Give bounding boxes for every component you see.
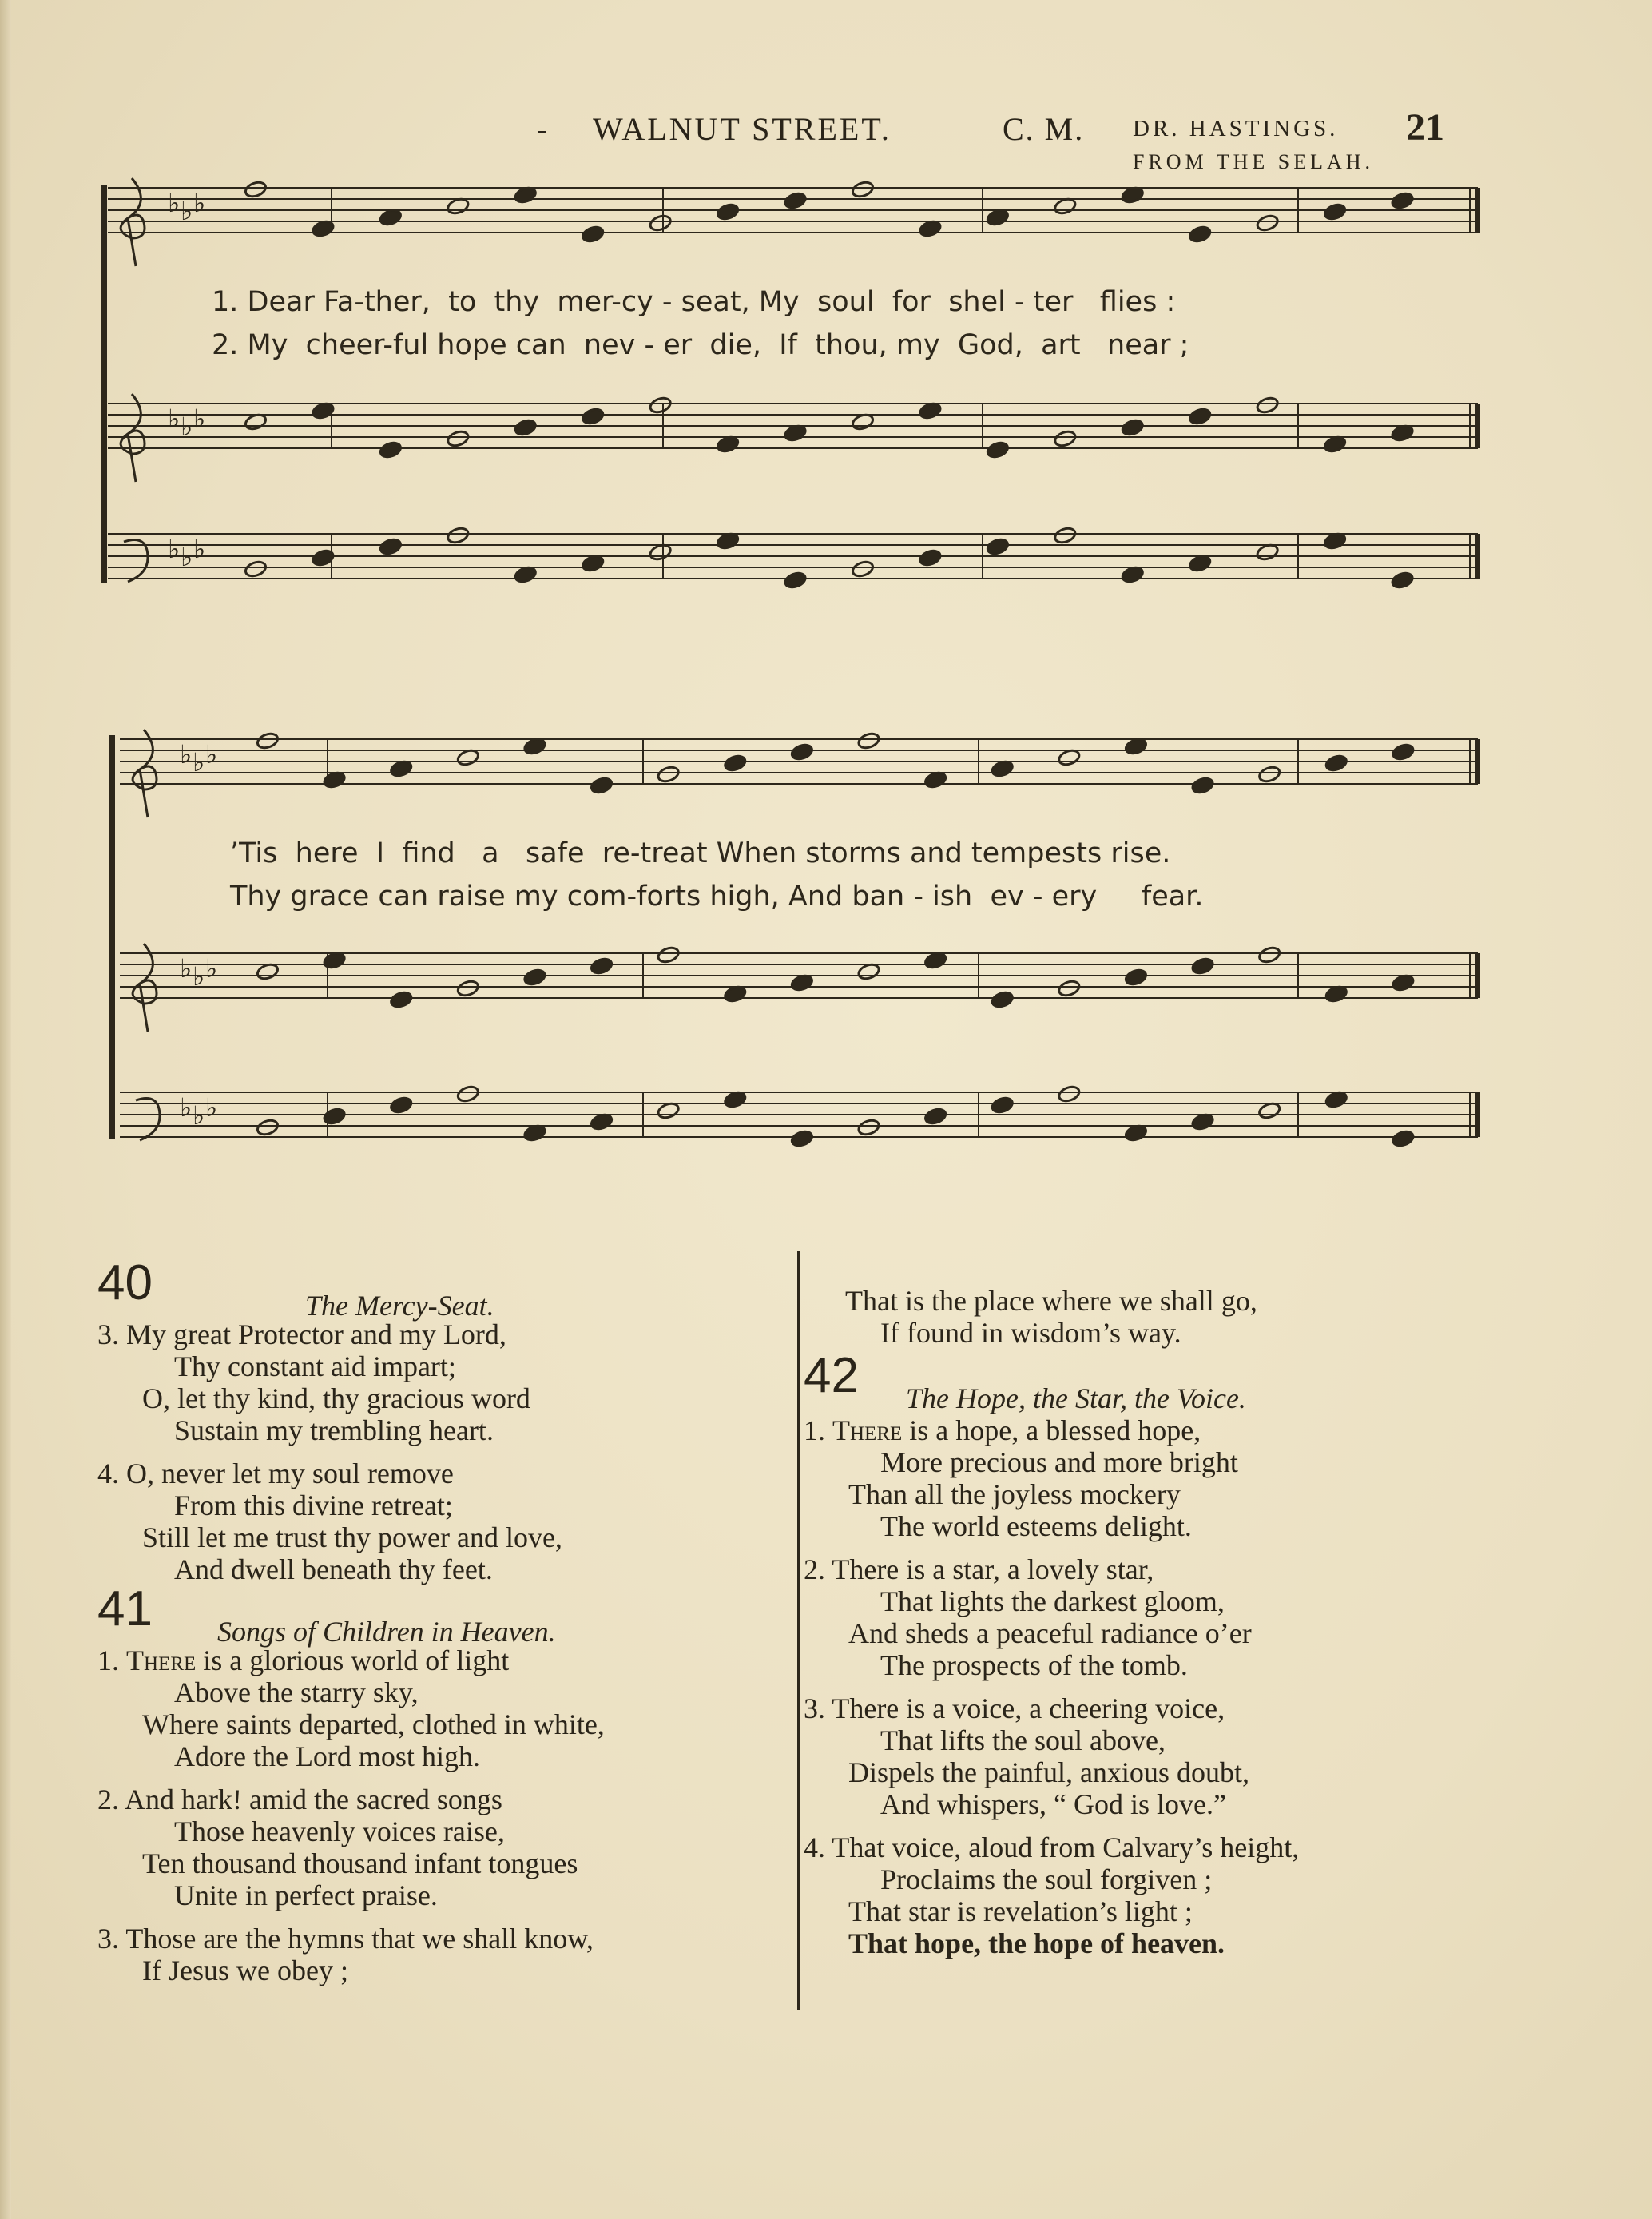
flat-sign: ♭	[205, 953, 218, 984]
stanza-line: Ten thousand thousand infant tongues	[142, 1847, 578, 1879]
flat-sign: ♭	[168, 534, 181, 564]
column-divider	[797, 1251, 800, 2010]
hymn-title: Songs of Children in Heaven.	[217, 1616, 556, 1648]
hymn-40-stanza-4	[97, 1457, 792, 1585]
flat-sign: ♭	[181, 542, 193, 572]
flat-sign: ♭	[168, 404, 181, 434]
note-head	[1053, 526, 1077, 545]
header-dash: -	[537, 111, 550, 147]
note-head	[379, 537, 403, 556]
stanza-line: Than all the joyless mockery	[848, 1478, 1181, 1510]
stanza-line: And whispers, “ God is love.”	[880, 1788, 1226, 1820]
small-caps-word: There	[832, 1414, 903, 1446]
hymn-title: The Mercy-Seat.	[305, 1290, 494, 1322]
note-head	[657, 945, 681, 964]
note-head	[649, 213, 673, 233]
line-text: is a glorious world of light	[196, 1644, 510, 1676]
note-head	[851, 180, 875, 199]
stanza-line: Adore the Lord most high.	[174, 1740, 480, 1772]
stanza-line: More precious and more bright	[880, 1446, 1238, 1478]
hymn-41-heading	[97, 1581, 792, 1648]
tune-source: FROM THE SELAH.	[1133, 150, 1375, 173]
stanza-line	[97, 1644, 792, 1676]
note-head	[1191, 956, 1215, 976]
note-head	[1256, 396, 1280, 415]
note-head	[446, 526, 470, 545]
small-caps-word: There	[126, 1644, 197, 1676]
note-head	[923, 1107, 947, 1126]
hymn-41-stanza-2	[97, 1784, 792, 1911]
stanza-line: 2. And hark! amid the sacred songs	[97, 1784, 502, 1815]
stanza-line: Dispels the painful, anxious doubt,	[848, 1756, 1249, 1788]
note-head	[1324, 754, 1348, 773]
hymn-42-stanza-3	[804, 1692, 1602, 1820]
meter: C. M.	[1003, 111, 1085, 147]
flat-sign: ♭	[193, 1100, 205, 1131]
note-head	[851, 559, 875, 579]
note-head	[456, 979, 480, 998]
stanza-line: And dwell beneath thy feet.	[174, 1553, 493, 1585]
stanza-line: That lights the darkest gloom,	[880, 1585, 1225, 1617]
hymn-40-heading	[97, 1255, 792, 1322]
note-head	[991, 1096, 1015, 1115]
note-head	[244, 180, 268, 199]
hymn-title: The Hope, the Star, the Voice.	[906, 1382, 1246, 1414]
note-head	[522, 968, 546, 987]
hymn-42-stanza-4	[804, 1831, 1602, 1959]
stanza-line: That lifts the soul above,	[880, 1724, 1166, 1756]
note-head	[244, 559, 268, 579]
stanza-line: Those heavenly voices raise,	[174, 1815, 505, 1847]
hymn-number: 42	[804, 1348, 859, 1403]
flat-sign: ♭	[180, 1092, 193, 1123]
flat-sign: ♭	[181, 412, 193, 442]
note-head	[1188, 407, 1212, 426]
note-head	[1188, 225, 1212, 244]
flat-sign: ♭	[180, 739, 193, 769]
note-head	[918, 548, 942, 567]
stanza-line: O, let thy kind, thy gracious word	[142, 1382, 530, 1414]
note-head	[1391, 571, 1415, 590]
stanza-line: Still let me trust thy power and love,	[142, 1521, 562, 1553]
right-column	[804, 1285, 1602, 1970]
note-head	[716, 202, 740, 221]
hymn-number: 41	[97, 1581, 153, 1636]
verse-number: 1.	[804, 1414, 832, 1446]
note-head	[1391, 1129, 1415, 1148]
hymn-42-stanza-2	[804, 1553, 1602, 1681]
note-head	[1323, 202, 1347, 221]
stanza-line: Sustain my trembling heart.	[174, 1414, 494, 1446]
flat-sign: ♭	[205, 1092, 218, 1123]
note-head	[790, 742, 814, 762]
flat-sign: ♭	[181, 196, 193, 226]
note-head	[389, 990, 413, 1009]
note-head	[1191, 776, 1215, 795]
system2-verse1-lyrics: ’Tis here I find a safe re-treat When storms and tempests rise.	[230, 837, 1171, 869]
stanza-line: 3. There is a voice, a cheering voice,	[804, 1692, 1225, 1724]
stanza-line: And sheds a peaceful radiance o’er	[848, 1617, 1252, 1649]
note-head	[784, 571, 808, 590]
stanza-line: That is the place where we shall go,	[845, 1285, 1257, 1317]
bass-clef	[124, 540, 148, 583]
note-head	[446, 429, 470, 448]
system2-verse2-lyrics: Thy grace can raise my com-forts high, And ban - ish ev - ery fear.	[230, 881, 1204, 913]
flat-sign: ♭	[180, 953, 193, 984]
hymn-40-stanza-3	[97, 1318, 792, 1446]
verse-number: 1.	[97, 1644, 126, 1676]
note-head	[590, 956, 614, 976]
flat-sign: ♭	[193, 188, 206, 218]
line-text: is a hope, a blessed hope,	[902, 1414, 1201, 1446]
stanza-line: That star is revelation’s light ;	[848, 1895, 1193, 1927]
stanza-line: The world esteems delight.	[880, 1510, 1192, 1542]
note-head	[1391, 191, 1415, 210]
note-head	[723, 754, 747, 773]
flat-sign: ♭	[168, 188, 181, 218]
left-column	[97, 1255, 792, 1998]
note-head	[1057, 979, 1081, 998]
note-head	[649, 396, 673, 415]
stanza-line	[804, 1414, 1602, 1446]
stanza-line: The prospects of the tomb.	[880, 1649, 1188, 1681]
note-head	[590, 776, 614, 795]
note-head	[1391, 742, 1415, 762]
note-head	[514, 418, 538, 437]
stanza-line: If Jesus we obey ;	[142, 1955, 348, 1986]
note-head	[389, 1096, 413, 1115]
note-head	[1121, 418, 1145, 437]
stanza-line: Thy constant aid impart;	[174, 1350, 456, 1382]
stanza-line: From this divine retreat;	[174, 1489, 453, 1521]
flat-sign: ♭	[193, 534, 206, 564]
note-head	[1124, 968, 1148, 987]
hymn-42-stanza-1	[804, 1414, 1602, 1542]
stanza-line: If found in wisdom’s way.	[880, 1317, 1181, 1349]
note-head	[1257, 945, 1281, 964]
stanza-line: 3. Those are the hymns that we shall know,	[97, 1923, 594, 1955]
hymn-41-stanza-3	[97, 1923, 792, 1986]
stanza-line: 4. That voice, aloud from Calvary’s height,	[804, 1831, 1300, 1863]
note-head	[790, 1129, 814, 1148]
note-head	[456, 1084, 480, 1104]
note-head	[1256, 213, 1280, 233]
hymn-number: 40	[97, 1255, 153, 1310]
note-head	[1057, 1084, 1081, 1104]
composer: DR. HASTINGS.	[1133, 116, 1339, 141]
stanza-line: 3. My great Protector and my Lord,	[97, 1318, 506, 1350]
stanza-line: Where saints departed, clothed in white,	[142, 1708, 605, 1740]
note-head	[991, 990, 1015, 1009]
note-head	[581, 407, 605, 426]
hymn-41-stanza-3-continued	[804, 1285, 1602, 1349]
note-head	[379, 440, 403, 459]
hymn-41-stanza-1	[97, 1644, 792, 1772]
stanza-line: That hope, the hope of heaven.	[848, 1927, 1225, 1959]
tune-name: WALNUT STREET.	[593, 111, 892, 147]
system1-verse2-lyrics: 2. My cheer-ful hope can nev - er die, If thou, my God, art near ;	[212, 329, 1189, 361]
stanza-line: Unite in perfect praise.	[174, 1879, 438, 1911]
note-head	[256, 731, 280, 750]
flat-sign: ♭	[193, 747, 205, 777]
note-head	[784, 191, 808, 210]
bass-clef	[136, 1099, 160, 1141]
note-head	[256, 1118, 280, 1137]
stanza-line: 4. O, never let my soul remove	[97, 1457, 454, 1489]
note-head	[581, 225, 605, 244]
note-head	[323, 1107, 347, 1126]
note-head	[1257, 765, 1281, 784]
flat-sign: ♭	[205, 739, 218, 769]
hymn-42-heading	[804, 1348, 1602, 1414]
stanza-line: Above the starry sky,	[174, 1676, 419, 1708]
note-head	[857, 731, 881, 750]
note-head	[657, 765, 681, 784]
system1-verse1-lyrics: 1. Dear Fa-ther, to thy mer-cy - seat, My soul for shel - ter flies :	[212, 286, 1176, 318]
note-head	[1053, 429, 1077, 448]
flat-sign: ♭	[193, 404, 206, 434]
stanza-line: Proclaims the soul forgiven ;	[880, 1863, 1213, 1895]
flat-sign: ♭	[193, 961, 205, 992]
note-head	[857, 1118, 881, 1137]
stanza-line: 2. There is a star, a lovely star,	[804, 1553, 1154, 1585]
note-head	[986, 537, 1010, 556]
page-number: 21	[1406, 106, 1444, 149]
note-head	[986, 440, 1010, 459]
